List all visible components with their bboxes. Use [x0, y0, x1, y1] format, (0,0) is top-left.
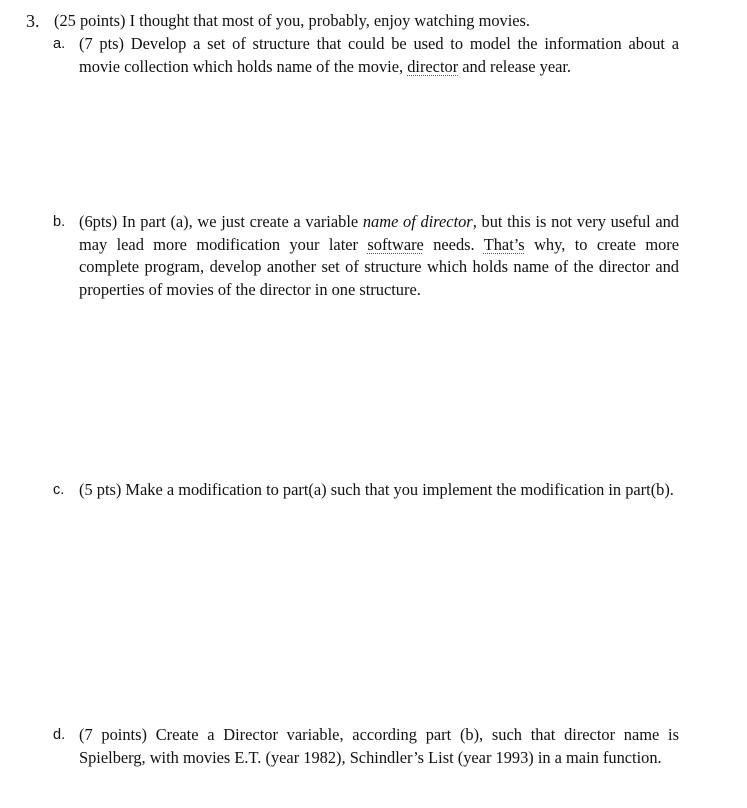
question-number: 3.: [26, 11, 40, 31]
part-b-text-1: (6pts) In part (a), we just create a variable: [79, 212, 363, 231]
part-b-text-7: why, to create more complete program, develop another set of structure which holds name of the director and properties of movies of the director in one structure.: [79, 234, 679, 299]
part-c-letter: c.: [53, 482, 65, 498]
part-b-text-3: , but this is not very useful and may lead more modification your later: [79, 212, 679, 254]
part-b-text: [79, 211, 679, 301]
part-a: [53, 33, 679, 78]
part-c: [53, 479, 679, 502]
part-d-letter: d.: [53, 727, 66, 743]
part-b-italic-name-of-director: name of director: [362, 212, 473, 231]
part-a-text: [79, 33, 679, 78]
part-a-text-1: (7 pts) Develop a set of structure that could be used to model the information about a movie collection which holds name of the movie,: [79, 34, 679, 76]
part-b: [53, 211, 679, 301]
question-header: (25 points) I thought that most of you, probably, enjoy watching movies.: [54, 11, 531, 30]
part-a-text-3: and release year.: [458, 56, 572, 76]
part-a-spell-director: director: [407, 56, 459, 76]
part-d-text: (7 points) Create a Director variable, according part (b), such that director name is Spielberg, with movies E.T. (year 1982), Schindler’s List (year 1993) in a main function.: [79, 725, 679, 767]
part-b-spell-thats: That’s: [483, 234, 525, 254]
part-a-letter: a.: [53, 36, 66, 52]
part-c-text: (5 pts) Make a modification to part(a) such that you implement the modification in part(b).: [79, 480, 674, 499]
part-b-letter: b.: [53, 214, 66, 230]
part-b-spell-software: software: [367, 234, 424, 254]
part-d: [53, 724, 679, 769]
part-b-text-5: needs.: [423, 234, 484, 254]
